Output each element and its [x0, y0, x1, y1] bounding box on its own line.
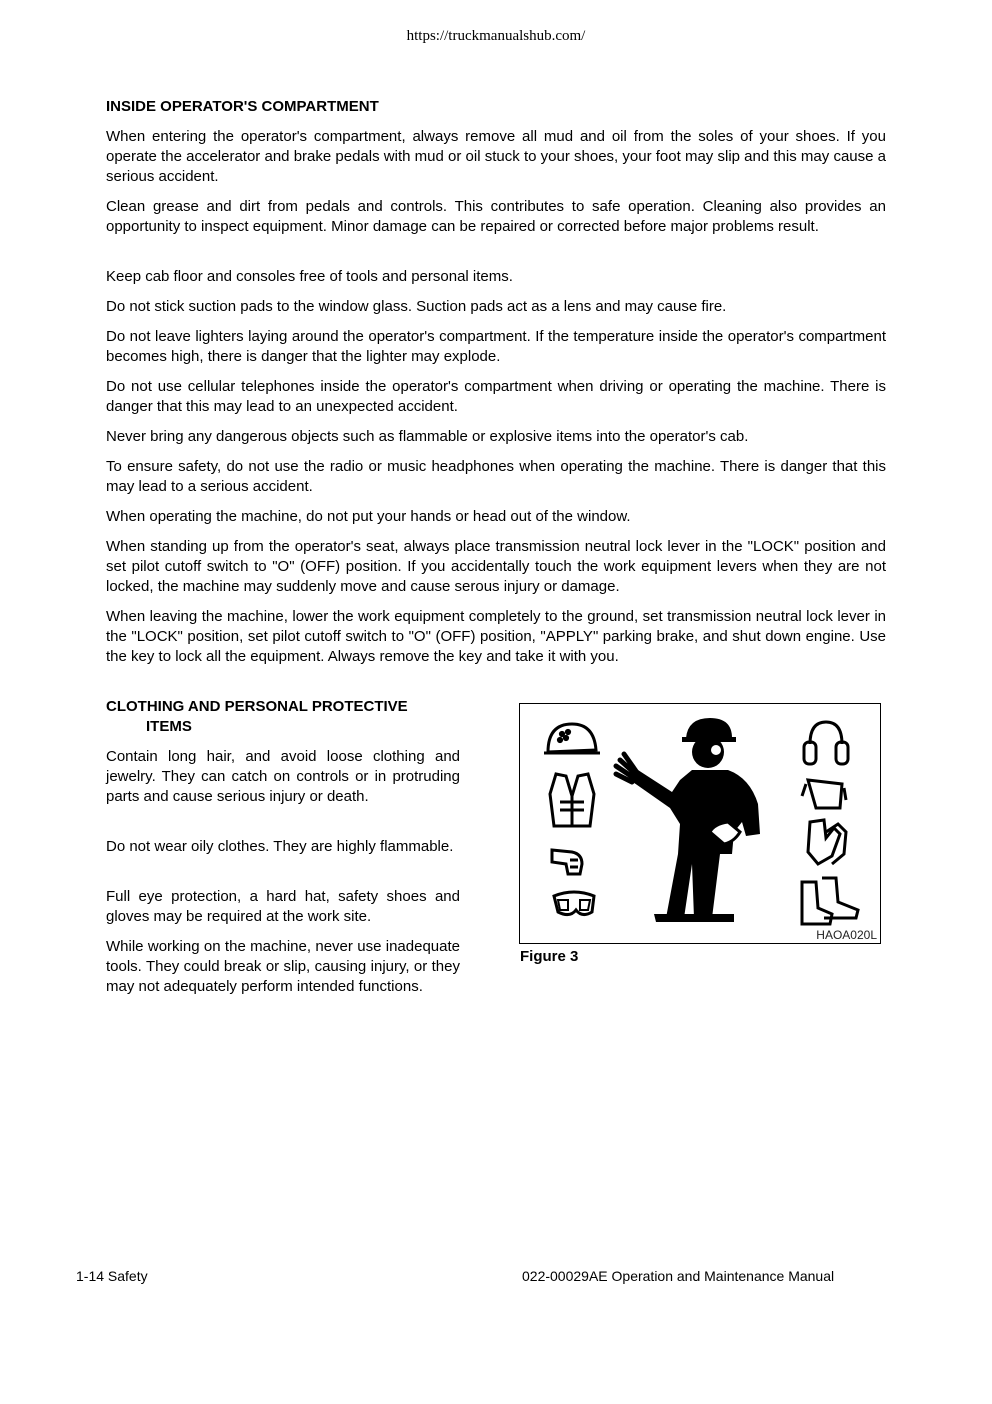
footer-section-label: 1-14 Safety — [76, 1268, 148, 1284]
paragraph: Do not wear oily clothes. They are highly flammable. — [106, 838, 454, 855]
ppe-illustration — [520, 704, 880, 943]
safety-boots-icon — [802, 878, 858, 924]
safety-vest-icon — [550, 774, 594, 826]
heading-line: ITEMS — [146, 718, 192, 735]
paragraph: To ensure safety, do not use the radio or music headphones when operating the machine. There is danger that this may lead to a serious accident. — [106, 458, 886, 495]
paragraph: When standing up from the operator's seat, always place transmission neutral lock lever in the "LOCK" position and set pilot cutoff switch to "O" (OFF) position. If you accidentally touch the work equipment levers when they are not locked, the machine may suddenly move and cause serous injury or damage. — [106, 538, 886, 595]
paragraph: Contain long hair, and avoid loose clothing and jewelry. They can catch on controls or in protruding parts and cause serious injury or death. — [106, 748, 460, 805]
paragraph: Full eye protection, a hard hat, safety shoes and gloves may be required at the work site. — [106, 888, 460, 925]
hard-hat-icon — [544, 724, 600, 753]
paragraph: While working on the machine, never use inadequate tools. They could break or slip, causing injury, or they may not adequately perform intended functions. — [106, 938, 460, 995]
paragraph: When operating the machine, do not put your hands or head out of the window. — [106, 508, 631, 525]
face-mask-icon — [802, 780, 846, 808]
paragraph: When leaving the machine, lower the work equipment completely to the ground, set transmission neutral lock lever in the "LOCK" position, set pilot cutoff switch to "O" (OFF) position, "APPLY" parking brake, and shut down engine. Use the key to lock all the equipment. Always remove the key and take it with you. — [106, 608, 886, 665]
paragraph: Keep cab floor and consoles free of tools and personal items. — [106, 268, 513, 285]
ear-muffs-icon — [804, 722, 848, 764]
paragraph: Do not stick suction pads to the window glass. Suction pads act as a lens and may cause fire. — [106, 298, 727, 315]
paragraph: Do not leave lighters laying around the operator's compartment. If the temperature inside the operator's compartment becomes high, there is danger that the lighter may explode. — [106, 328, 886, 365]
ear-plug-icon — [552, 850, 582, 874]
source-url[interactable]: https://truckmanualshub.com/ — [406, 28, 586, 44]
paragraph: When entering the operator's compartment, always remove all mud and oil from the soles of your shoes. If you operate the accelerator and brake pedals with mud or oil stuck to your shoes, your foot may slip and this may cause a serious accident. — [106, 128, 886, 185]
gloves-icon — [808, 820, 846, 864]
section-heading-clothing — [106, 697, 408, 737]
figure-caption: Figure 3 — [520, 948, 579, 965]
paragraph: Do not use cellular telephones inside the operator's compartment when driving or operating the machine. There is danger that this may lead to an unexpected accident. — [106, 378, 886, 415]
goggles-icon — [554, 892, 594, 915]
ppe-figure — [519, 703, 881, 944]
paragraph: Never bring any dangerous objects such as flammable or explosive items into the operator's cab. — [106, 428, 749, 445]
paragraph: Clean grease and dirt from pedals and controls. This contributes to safe operation. Cleaning also provides an opportunity to inspect equipment. Minor damage can be repaired or corrected before major problems result. — [106, 198, 886, 235]
figure-code: HAOA020L — [816, 928, 877, 942]
worker-figure — [616, 718, 760, 922]
heading-line: CLOTHING AND PERSONAL PROTECTIVE — [106, 698, 408, 715]
section-heading-inside-compartment: INSIDE OPERATOR'S COMPARTMENT — [106, 98, 379, 115]
footer-manual-title: 022-00029AE Operation and Maintenance Manual — [522, 1268, 835, 1284]
